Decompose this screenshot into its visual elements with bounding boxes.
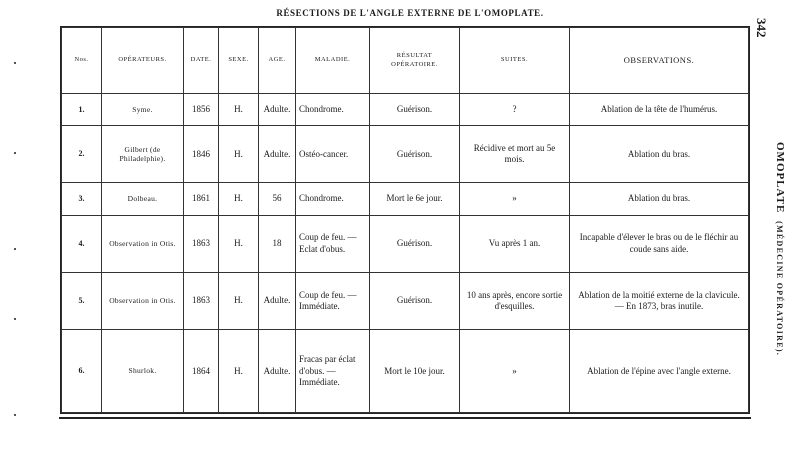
- cell-num: 1.: [62, 94, 102, 126]
- table-row: [62, 183, 749, 215]
- cell-sexe: H.: [219, 330, 259, 413]
- table-row: [62, 272, 749, 329]
- header-date: DATE.: [184, 28, 219, 94]
- side-heading-main: OMOPLATE: [774, 142, 786, 214]
- header-operateurs: OPÉRATEURS.: [102, 28, 184, 94]
- cell-operateur: Shurlok.: [102, 330, 184, 413]
- cell-operateur: Dolbeau.: [102, 183, 184, 215]
- cell-maladie: Ostéo-cancer.: [296, 126, 370, 183]
- cell-age: 18: [259, 215, 296, 272]
- cell-observations: Incapable d'élever le bras ou de le fléchir au coude sans aide.: [570, 215, 749, 272]
- scan-speck: [14, 318, 16, 320]
- table-row: [62, 330, 749, 413]
- table-row: [62, 94, 749, 126]
- cell-age: 56: [259, 183, 296, 215]
- cell-date: 1846: [184, 126, 219, 183]
- cell-sexe: H.: [219, 272, 259, 329]
- cell-sexe: H.: [219, 183, 259, 215]
- cell-date: 1863: [184, 215, 219, 272]
- cell-observations: Ablation de l'épine avec l'angle externe.: [570, 330, 749, 413]
- cell-maladie: Coup de feu. — Immédiate.: [296, 272, 370, 329]
- header-num: Nos.: [62, 28, 102, 94]
- cell-maladie: Chondrome.: [296, 94, 370, 126]
- header-suites: SUITES.: [460, 28, 570, 94]
- scan-speck: [14, 414, 16, 416]
- table-row: [62, 215, 749, 272]
- cell-suites: Récidive et mort au 5e mois.: [460, 126, 570, 183]
- table-row: [62, 126, 749, 183]
- header-sexe: SEXE.: [219, 28, 259, 94]
- page-title: RÉSECTIONS DE L'ANGLE EXTERNE DE L'OMOPLATE.: [276, 8, 544, 18]
- cell-num: 4.: [62, 215, 102, 272]
- scan-speck: [14, 248, 16, 250]
- cell-age: Adulte.: [259, 272, 296, 329]
- header-resultat: RÉSULTAT OPÉRATOIRE.: [370, 28, 460, 94]
- cell-observations: Ablation de la tête de l'humérus.: [570, 94, 749, 126]
- cell-resultat: Guérison.: [370, 215, 460, 272]
- cell-suites: »: [460, 183, 570, 215]
- cell-age: Adulte.: [259, 330, 296, 413]
- cell-date: 1863: [184, 272, 219, 329]
- cell-observations: Ablation du bras.: [570, 126, 749, 183]
- header-age: AGE.: [259, 28, 296, 94]
- cell-suites: Vu après 1 an.: [460, 215, 570, 272]
- cell-resultat: Mort le 6e jour.: [370, 183, 460, 215]
- table-header-row: [62, 28, 749, 94]
- cell-sexe: H.: [219, 126, 259, 183]
- cell-resultat: Guérison.: [370, 126, 460, 183]
- cell-resultat: Guérison.: [370, 94, 460, 126]
- cell-maladie: Coup de feu. — Eclat d'obus.: [296, 215, 370, 272]
- cell-date: 1861: [184, 183, 219, 215]
- side-heading-sub: (MÉDECINE OPÉRATOIRE).: [775, 221, 784, 357]
- cell-date: 1856: [184, 94, 219, 126]
- side-heading: [774, 142, 786, 356]
- header-observations: OBSERVATIONS.: [570, 28, 749, 94]
- cell-age: Adulte.: [259, 94, 296, 126]
- cell-operateur: Observation in Otis.: [102, 215, 184, 272]
- cell-suites: ?: [460, 94, 570, 126]
- cell-date: 1864: [184, 330, 219, 413]
- page-number: 342: [754, 18, 769, 38]
- header-maladie: MALADIE.: [296, 28, 370, 94]
- scan-speck: [14, 152, 16, 154]
- cell-sexe: H.: [219, 215, 259, 272]
- cell-operateur: Gilbert (de Philadelphie).: [102, 126, 184, 183]
- cell-resultat: Guérison.: [370, 272, 460, 329]
- cell-operateur: Syme.: [102, 94, 184, 126]
- cell-sexe: H.: [219, 94, 259, 126]
- cell-observations: Ablation de la moitié externe de la clavicule. — En 1873, bras inutile.: [570, 272, 749, 329]
- resections-table: [60, 26, 750, 414]
- cell-suites: 10 ans après, encore sortie d'esquilles.: [460, 272, 570, 329]
- cell-maladie: Fracas par éclat d'obus. — Immédiate.: [296, 330, 370, 413]
- cell-resultat: Mort le 10e jour.: [370, 330, 460, 413]
- cell-num: 5.: [62, 272, 102, 329]
- cell-num: 2.: [62, 126, 102, 183]
- cell-num: 6.: [62, 330, 102, 413]
- scan-speck: [14, 62, 16, 64]
- cell-observations: Ablation du bras.: [570, 183, 749, 215]
- cell-num: 3.: [62, 183, 102, 215]
- cell-suites: »: [460, 330, 570, 413]
- cell-maladie: Chondrome.: [296, 183, 370, 215]
- cell-age: Adulte.: [259, 126, 296, 183]
- cell-operateur: Observation in Otis.: [102, 272, 184, 329]
